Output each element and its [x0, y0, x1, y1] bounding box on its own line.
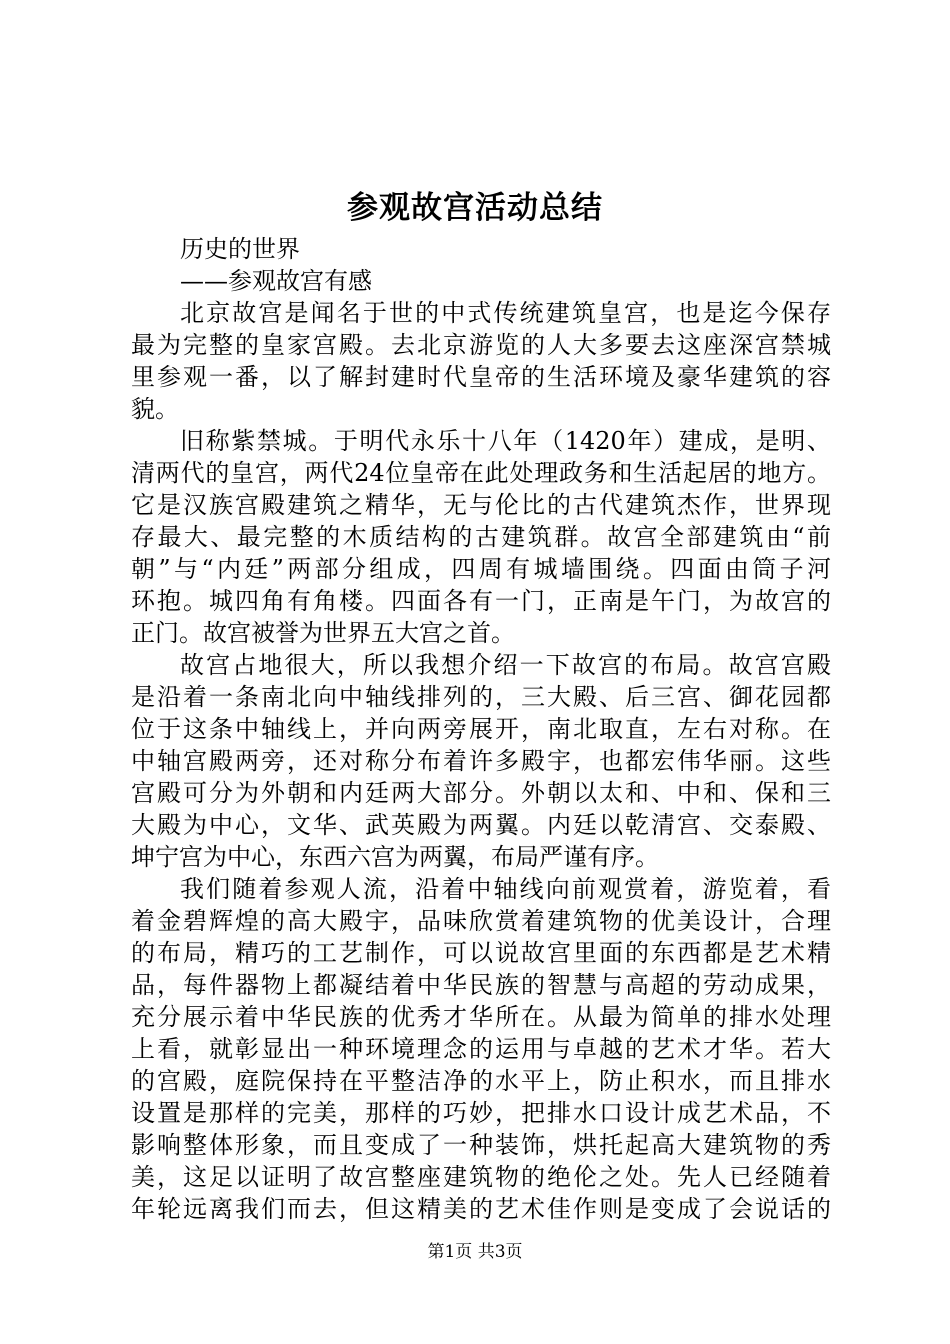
- body-line: 的布局，精巧的工艺制作，可以说故宫里面的东西都是艺术精: [131, 939, 831, 967]
- subtitle-line: 历史的世界: [180, 235, 300, 263]
- body-line: 着金碧辉煌的高大殿宇，品味欣赏着建筑物的优美设计，合理: [131, 907, 831, 935]
- body-line: 美，这足以证明了故宫整座建筑物的绝伦之处。先人已经随着: [131, 1163, 831, 1191]
- body-line: 大殿为中心，文华、武英殿为两翼。内廷以乾清宫、交泰殿、: [131, 811, 831, 839]
- body-line: 的宫殿，庭院保持在平整洁净的水平上，防止积水，而且排水: [131, 1067, 831, 1095]
- body-line: 中轴宫殿两旁，还对称分布着许多殿宇，也都宏伟华丽。这些: [131, 747, 831, 775]
- body-line: 北京故宫是闻名于世的中式传统建筑皇宫，也是迄今保存: [180, 299, 831, 327]
- body-line: 旧称紫禁城。于明代永乐十八年（1420年）建成，是明、: [180, 427, 831, 455]
- document-title: 参观故宫活动总结: [347, 190, 603, 226]
- body-line: 品，每件器物上都凝结着中华民族的智慧与高超的劳动成果，: [131, 971, 831, 999]
- body-line: 坤宁宫为中心，东西六宫为两翼，布局严谨有序。: [131, 843, 659, 871]
- body-line: 貌。: [131, 395, 179, 423]
- body-line: 年轮远离我们而去，但这精美的艺术佳作则是变成了会说话的: [131, 1195, 831, 1223]
- body-line: 环抱。城四角有角楼。四面各有一门，正南是午门，为故宫的: [131, 587, 831, 615]
- body-line: 充分展示着中华民族的优秀才华所在。从最为简单的排水处理: [131, 1003, 831, 1031]
- body-line: 上看，就彰显出一种环境理念的运用与卓越的艺术才华。若大: [131, 1035, 831, 1063]
- body-line: 设置是那样的完美，那样的巧妙，把排水口设计成艺术品，不: [131, 1099, 831, 1127]
- body-line: 影响整体形象，而且变成了一种装饰，烘托起高大建筑物的秀: [131, 1131, 831, 1159]
- body-line: 正门。故宫被誉为世界五大宫之首。: [131, 619, 515, 647]
- body-line: 我们随着参观人流，沿着中轴线向前观赏着，游览着，看: [180, 875, 831, 903]
- subtitle-line: ——参观故宫有感: [180, 267, 372, 295]
- body-line: 它是汉族宫殿建筑之精华，无与伦比的古代建筑杰作，世界现: [131, 491, 831, 519]
- body-line: 存最大、最完整的木质结构的古建筑群。故宫全部建筑由“前: [131, 523, 831, 551]
- page-footer: 第1页 共3页: [427, 1242, 523, 1262]
- body-line: 是沿着一条南北向中轴线排列的，三大殿、后三宫、御花园都: [131, 683, 831, 711]
- document-body: [131, 233, 831, 1225]
- body-line: 清两代的皇宫，两代24位皇帝在此处理政务和生活起居的地方。: [131, 459, 831, 487]
- body-line: 宫殿可分为外朝和内廷两大部分。外朝以太和、中和、保和三: [131, 779, 831, 807]
- body-line: 位于这条中轴线上，并向两旁展开，南北取直，左右对称。在: [131, 715, 831, 743]
- body-line: 朝”与“内廷”两部分组成，四周有城墙围绕。四面由筒子河: [131, 555, 831, 583]
- body-line: 最为完整的皇家宫殿。去北京游览的人大多要去这座深宫禁城: [131, 331, 831, 359]
- body-line: 里参观一番，以了解封建时代皇帝的生活环境及豪华建筑的容: [131, 363, 831, 391]
- body-line: 故宫占地很大，所以我想介绍一下故宫的布局。故宫宫殿: [180, 651, 831, 679]
